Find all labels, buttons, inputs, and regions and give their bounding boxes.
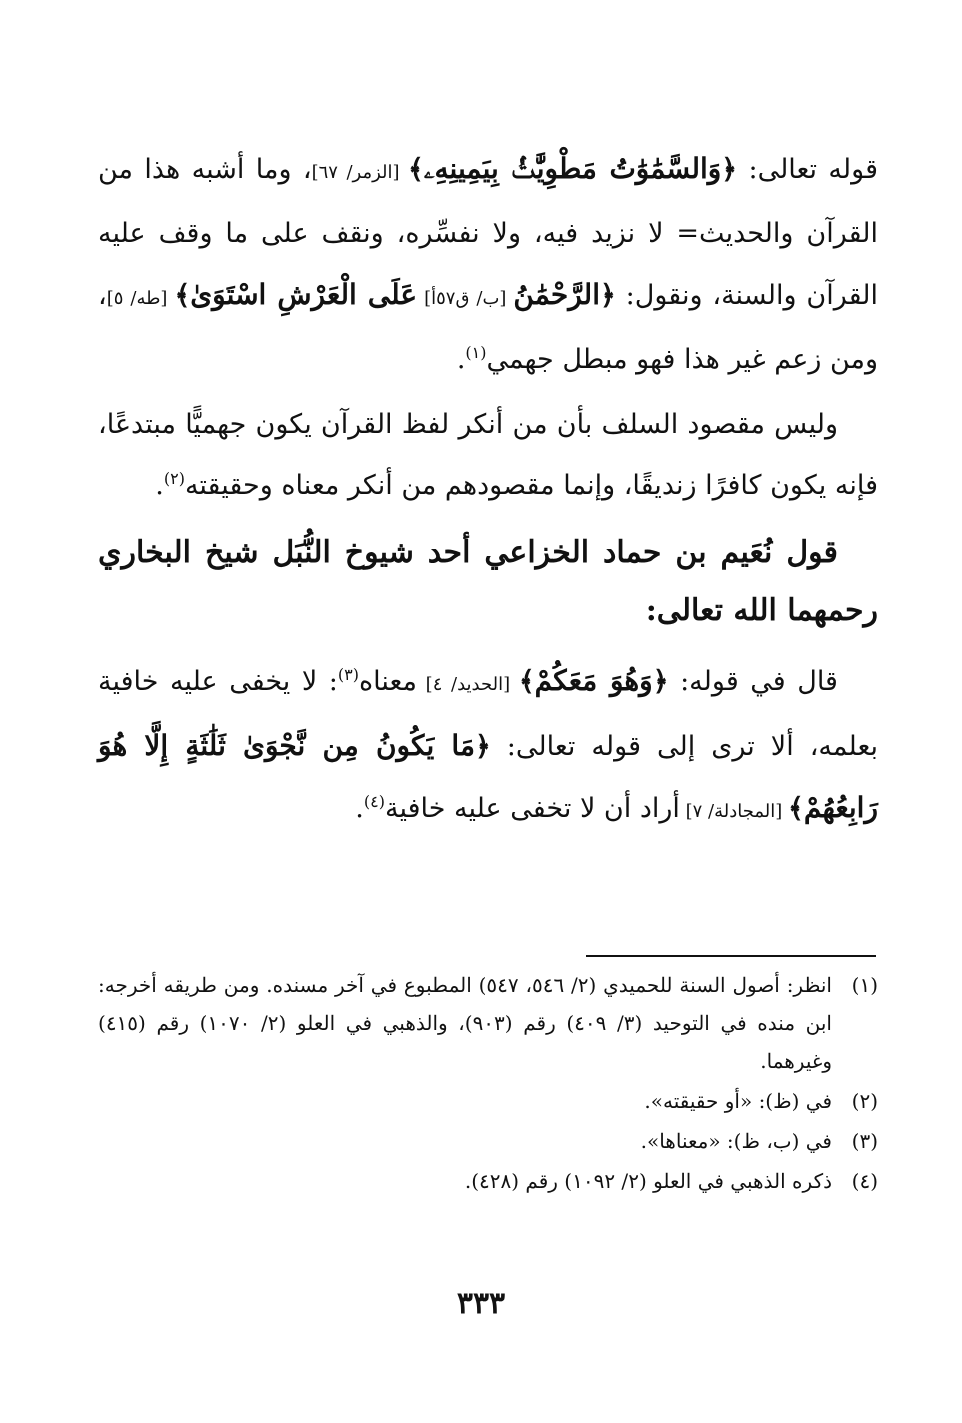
footnote-number: (٤) [851, 1169, 878, 1193]
quran-verse-taha-part-2: عَلَى الْعَرْشِ اسْتَوَىٰ [190, 278, 418, 311]
footnote-marker-4: (٤) [363, 792, 385, 811]
footnote-item [98, 1082, 878, 1120]
footnotes-block [98, 966, 878, 1200]
quran-open-brace-4: ﴿ [474, 731, 491, 762]
quran-close-brace-2: ﴾ [174, 280, 191, 311]
quran-open-brace-3: ﴿ [652, 666, 669, 697]
main-text-block [98, 138, 878, 842]
quran-open-brace-2: ﴿ [599, 280, 616, 311]
footnote-item [98, 1122, 878, 1160]
manuscript-folio-reference: [ب/ ق٥٧أ] [417, 288, 514, 309]
paragraph-1-end: . [456, 344, 466, 375]
verse-reference-taha: [طه/ ٥] [106, 288, 175, 309]
quran-open-brace: ﴿ [721, 154, 738, 185]
verse-reference-hadid: [الحديد/ ٤] [416, 674, 519, 695]
footnote-marker-1: (١) [465, 343, 487, 362]
quran-close-brace-4: ﴾ [788, 793, 804, 824]
paragraph-1-tail: ، ومن زعم غير هذا فهو مبطل جهمي [98, 280, 878, 375]
footnote-item [98, 966, 878, 1080]
footnote-text: ذكره الذهبي في العلو (٢/ ١٠٩٢) رقم (٤٢٨). [464, 1169, 832, 1193]
paragraph-3-end: . [355, 793, 364, 824]
quran-verse-hadid: وَهُوَ مَعَكُمْ [534, 664, 653, 697]
footnote-item [98, 1162, 878, 1200]
paragraph-3-middle: : لا يخفى عليه خافية بعلمه، ألا ترى إلى قوله تعالى: [98, 666, 878, 762]
quran-close-brace: ﴾ [408, 154, 424, 185]
footnote-text: انظر: أصول السنة للحميدي (٢/ ٥٤٦، ٥٤٧) المطبوع في آخر مسنده. ومن طريقه أخرجه: ابن منده في التوحيد (٣/ ٤٠٩) رقم (٩٠٣)، والذهبي في العلو (٢/ ١٠٧٠) رقم (٤١٥) وغيرهما. [98, 973, 832, 1073]
footnote-text: في (ظ): «أو حقيقته». [644, 1089, 832, 1113]
paragraph-3-tail: أراد أن لا تخفى عليه خافية [384, 793, 680, 824]
quran-close-brace-3: ﴾ [518, 666, 535, 697]
verse-reference-mujadala: [المجادلة/ ٧] [679, 801, 789, 822]
verse-reference-zumar: [الزمر/ ٦٧] [311, 162, 409, 183]
footnote-number: (٢) [851, 1089, 878, 1113]
paragraph-2-body: وليس مقصود السلف بأن من أنكر لفظ القرآن يكون جهميًّا مبتدعًا، فإنه يكون كافرًا زنديقًا، وإنما مقصودهم من أنكر معناه وحقيقته [98, 409, 878, 501]
footnote-marker-2: (٢) [163, 469, 185, 488]
footnote-number: (١) [851, 973, 878, 997]
quran-verse-zumar: وَالسَّمَٰوَٰتُ مَطْوِيَّٰتُۢ بِيَمِينِهِۦ [423, 152, 722, 185]
paragraph-2-end: . [155, 470, 164, 501]
paragraph-1-body: ، وما أشبه هذا من القرآن والحديث= لا نزيد فيه، ولا نفسِّره، ونقف على ما وقف عليه القرآن والسنة، ونقول: [98, 154, 878, 311]
footnote-marker-3: (٣) [337, 665, 359, 684]
paragraph-1 [98, 138, 878, 390]
paragraph-3 [98, 650, 878, 842]
footnote-number: (٣) [851, 1129, 878, 1153]
paragraph-3-lead: قال في قوله: [668, 666, 838, 697]
paragraph-1-lead: قوله تعالى: [737, 154, 878, 185]
footnote-separator [586, 955, 876, 957]
quran-verse-taha-part-1: الرَّحْمَٰنُ [513, 278, 600, 311]
paragraph-3-word: معناه [358, 666, 417, 697]
quran-verse-mujadala: مَا يَكُونُ مِن نَّجْوَىٰ ثَلَٰثَةٍ إِلَّا هُوَ رَابِعُهُمْ [98, 729, 878, 824]
section-heading: قول نُعَيم بن حماد الخزاعي أحد شيوخ النُّبَل شيخ البخاري رحمهما الله تعالى: [98, 535, 878, 628]
page-number: ٣٣٣ [456, 1286, 506, 1321]
footnote-text: في (ب، ظ): «معناها». [640, 1129, 832, 1153]
paragraph-2 [98, 394, 878, 516]
